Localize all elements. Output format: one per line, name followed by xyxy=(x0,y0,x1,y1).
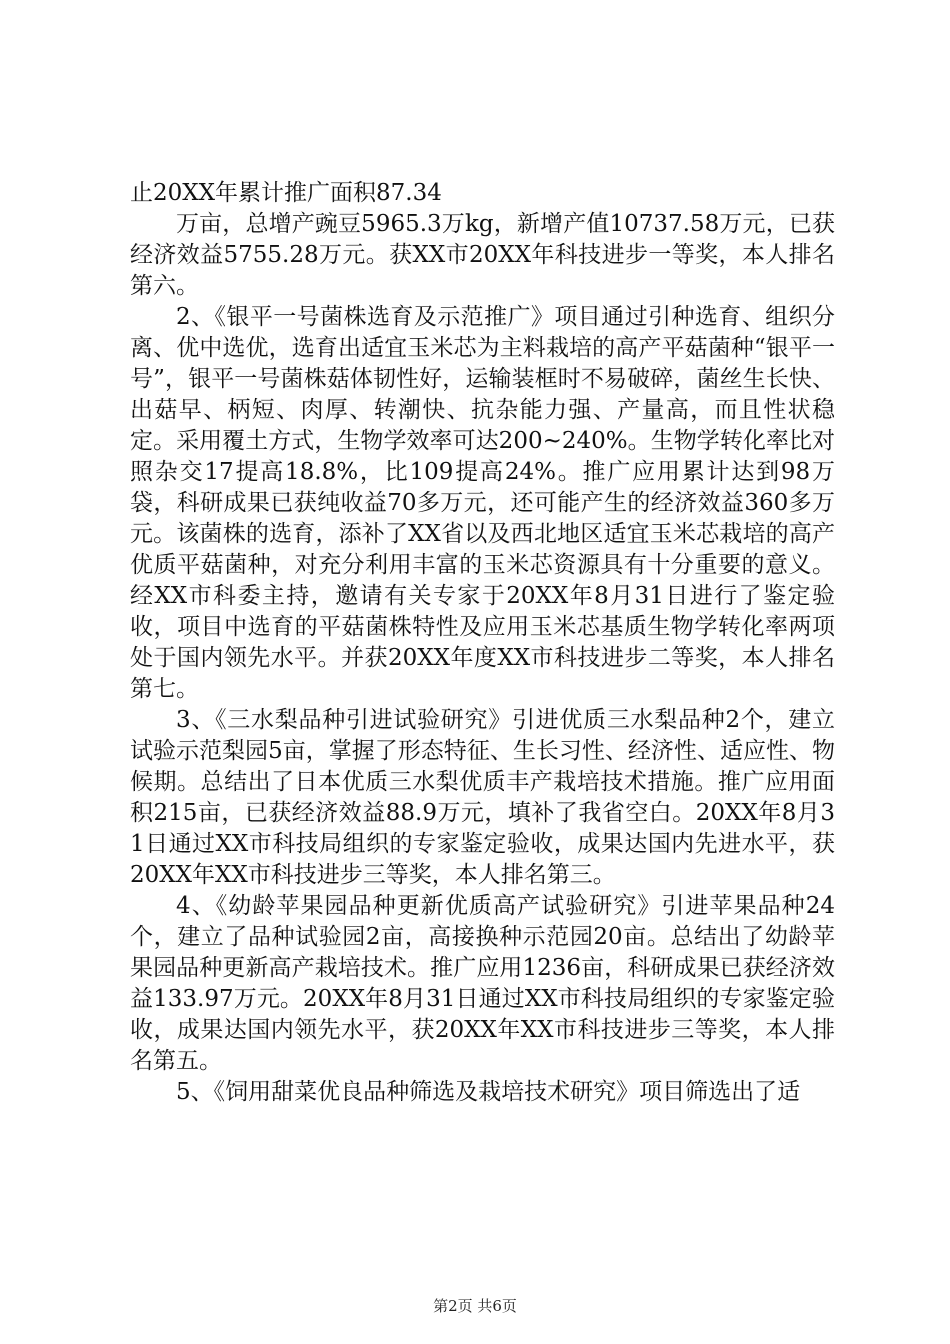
page-footer: 第2页 共6页 xyxy=(433,1297,517,1315)
body-text xyxy=(130,178,835,1108)
paragraph-6: 5、《饲用甜菜优良品种筛选及栽培技术研究》项目筛选出了适 xyxy=(176,1079,801,1105)
paragraph-5: 4、《幼龄苹果园品种更新优质高产试验研究》引进苹果品种24个，建立了品种试验园2亩，高接换种示范园20亩。总结出了幼龄苹果园品种更新高产栽培技术。推广应用1236亩，科研成果已获经济效益133.97万元。20XX年8月31日通过XX市科技局组织的专家鉴定验收，成果达国内领先水平，获20XX年XX市科技进步三等奖，本人排名第五。 xyxy=(130,893,835,1074)
paragraph-1: 止20XX年累计推广面积87.34 xyxy=(130,180,442,206)
paragraph-3: 2、《银平一号菌株选育及示范推广》项目通过引种选育、组织分离、优中选优，选育出适宜玉米芯为主料栽培的高产平菇菌种“银平一号”，银平一号菌株菇体韧性好，运输装框时不易破碎，菌丝生长快、出菇早、柄短、肉厚、转潮快、抗杂能力强、产量高，而且性状稳定。采用覆土方式，生物学效率可达200~240%。生物学转化率比对照杂交17提高18.8%，比109提高24%。推广应用累计达到98万袋，科研成果已获纯收益70多万元，还可能产生的经济效益360多万元。该菌株的选育，添补了XX省以及西北地区适宜玉米芯栽培的高产优质平菇菌种，对充分利用丰富的玉米芯资源具有十分重要的意义。经XX市科委主持，邀请有关专家于20XX年8月31日进行了鉴定验收，项目中选育的平菇菌株特性及应用玉米芯基质生物学转化率两项处于国内领先水平。并获20XX年度XX市科技进步二等奖，本人排名第七。 xyxy=(130,304,835,702)
paragraph-4: 3、《三水梨品种引进试验研究》引进优质三水梨品种2个，建立试验示范梨园5亩，掌握了形态特征、生长习性、经济性、适应性、物候期。总结出了日本优质三水梨优质丰产栽培技术措施。推广应用面积215亩，已获经济效益88.9万元，填补了我省空白。20XX年8月31日通过XX市科技局组织的专家鉴定验收，成果达国内先进水平，获20XX年XX市科技进步三等奖，本人排名第三。 xyxy=(130,707,835,888)
paragraph-2: 万亩，总增产豌豆5965.3万kg，新增产值10737.58万元，已获经济效益5755.28万元。获XX市20XX年科技进步一等奖，本人排名第六。 xyxy=(130,211,835,299)
